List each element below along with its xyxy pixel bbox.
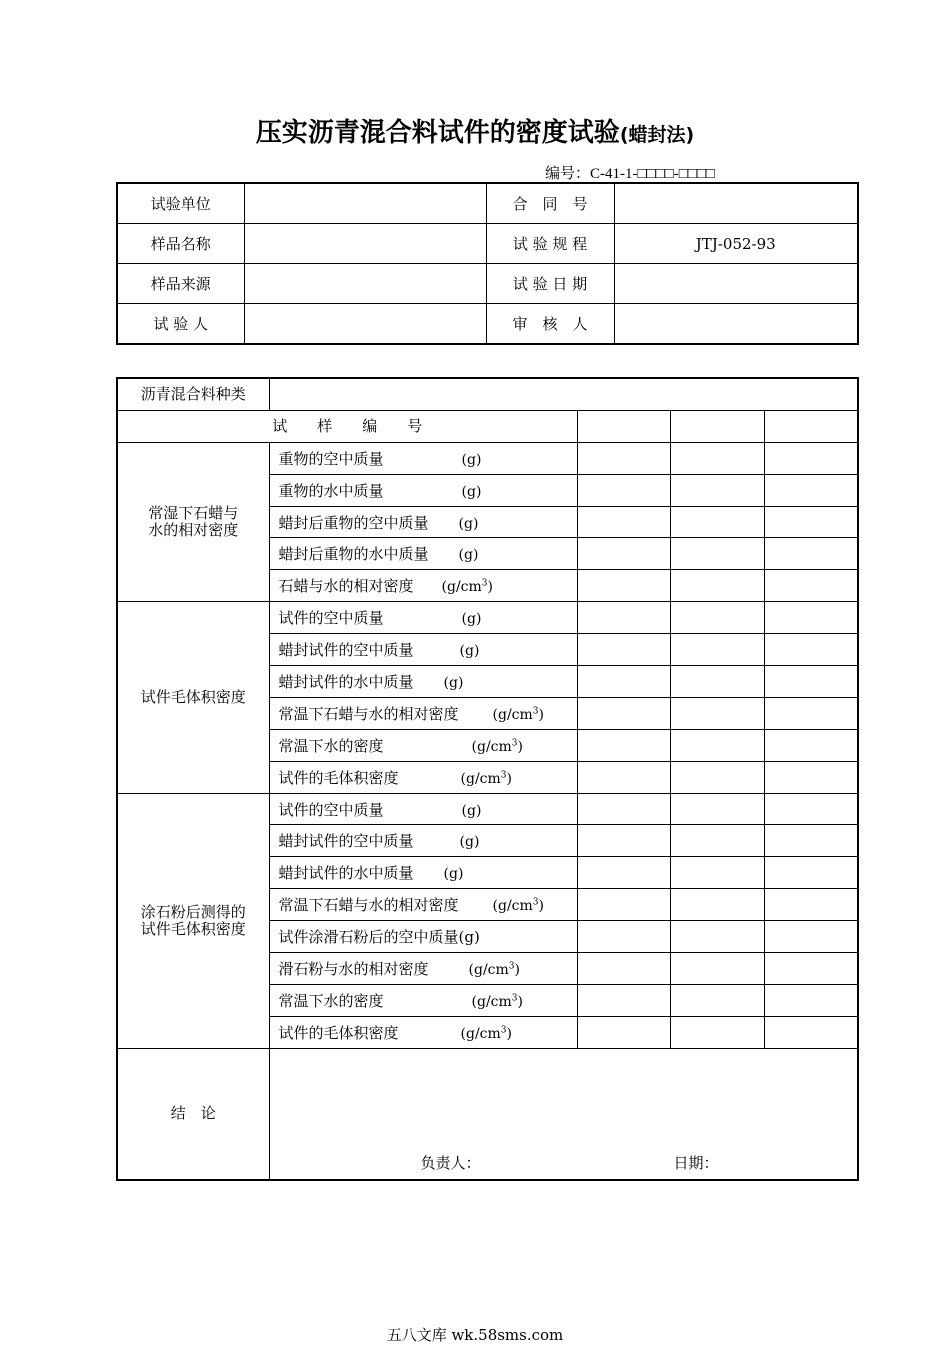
- row-text: 重物的空中质量: [278, 449, 384, 468]
- value-cell[interactable]: [764, 538, 858, 570]
- row-label: [269, 442, 577, 474]
- value-cell[interactable]: [577, 921, 670, 953]
- value-cell[interactable]: [764, 984, 858, 1016]
- value-cell[interactable]: [577, 538, 670, 570]
- value-cell[interactable]: [577, 889, 670, 921]
- sample-no-cell[interactable]: [577, 410, 670, 442]
- value-cell[interactable]: [577, 602, 670, 634]
- test-date-label: 试 验 日 期: [486, 264, 614, 304]
- group-label-line: 水的相对密度: [148, 521, 239, 539]
- unit-base: (g/cm: [468, 961, 509, 978]
- row-text: 蜡封后重物的水中质量: [278, 545, 429, 564]
- value-cell[interactable]: [764, 921, 858, 953]
- info-row: [117, 183, 858, 224]
- unit-close: ): [538, 898, 544, 915]
- value-cell[interactable]: [764, 506, 858, 538]
- group-label-talc-bulk-density: [117, 793, 269, 1048]
- value-cell[interactable]: [764, 889, 858, 921]
- value-cell[interactable]: [670, 761, 764, 793]
- unit-base: (g/cm: [471, 993, 512, 1010]
- sample-no-cell[interactable]: [670, 410, 764, 442]
- value-cell[interactable]: [670, 889, 764, 921]
- unit-close: ): [506, 770, 512, 787]
- value-cell[interactable]: [670, 984, 764, 1016]
- row-unit: [472, 739, 523, 755]
- value-cell[interactable]: [577, 442, 670, 474]
- info-table: [116, 182, 859, 345]
- info-row: [117, 304, 858, 345]
- value-cell[interactable]: [577, 793, 670, 825]
- unit-base: (g/cm: [460, 1025, 501, 1042]
- row-text: 试件的毛体积密度: [278, 768, 399, 787]
- group-label-line: 常湿下石蜡与: [148, 504, 239, 522]
- row-unit: [493, 707, 544, 723]
- unit-close: ): [517, 993, 523, 1010]
- row-unit: (g): [459, 643, 480, 660]
- unit-exponent: 3: [511, 738, 518, 749]
- value-cell[interactable]: [577, 761, 670, 793]
- row-unit: (g): [461, 802, 482, 819]
- value-cell[interactable]: [764, 857, 858, 889]
- unit-exponent: 3: [508, 961, 515, 972]
- row-unit: [461, 1026, 512, 1042]
- unit-exponent: 3: [511, 993, 518, 1004]
- value-cell[interactable]: [577, 570, 670, 602]
- footer-watermark: 五八文库 wk.58sms.com: [386, 1326, 564, 1344]
- reviewer-field[interactable]: [614, 304, 858, 345]
- sample-source-field[interactable]: [244, 264, 486, 304]
- page-title: [0, 112, 950, 149]
- value-cell[interactable]: [670, 1016, 764, 1048]
- value-cell[interactable]: [577, 474, 670, 506]
- tester-label: 试 验 人: [117, 304, 244, 345]
- value-cell[interactable]: [764, 729, 858, 761]
- row-label: [269, 538, 577, 570]
- unit-base: (g/cm: [471, 738, 512, 755]
- date-label: 日期：: [673, 1153, 719, 1172]
- row-label: [269, 825, 577, 857]
- row-label: [269, 729, 577, 761]
- row-text: 试件的空中质量: [278, 609, 384, 628]
- row-text: 蜡封试件的空中质量: [278, 641, 414, 660]
- row-label: [269, 984, 577, 1016]
- value-cell[interactable]: [764, 697, 858, 729]
- value-cell[interactable]: [577, 1016, 670, 1048]
- table-row: [117, 602, 858, 634]
- value-cell[interactable]: [577, 697, 670, 729]
- info-row: [117, 224, 858, 264]
- row-label: 试件涂滑石粉后的空中质量(g): [269, 921, 577, 953]
- value-cell[interactable]: [670, 697, 764, 729]
- value-cell[interactable]: [764, 570, 858, 602]
- value-cell[interactable]: [670, 793, 764, 825]
- unit-exponent: 3: [500, 769, 507, 780]
- row-label: [269, 889, 577, 921]
- row-text: 蜡封试件的水中质量: [278, 672, 414, 691]
- document-code: 编号：C-41-1-□□□□-□□□□: [545, 166, 715, 182]
- row-unit: [493, 898, 544, 914]
- title-main: 压实沥青混合料试件的密度试验: [255, 118, 620, 148]
- row-text: 石蜡与水的相对密度: [278, 577, 414, 596]
- value-cell[interactable]: [764, 1016, 858, 1048]
- row-label: [269, 857, 577, 889]
- row-text: 重物的水中质量: [278, 481, 384, 500]
- group-label-line: 涂石粉后测得的: [140, 902, 246, 921]
- row-label: [269, 1016, 577, 1048]
- value-cell[interactable]: [764, 602, 858, 634]
- value-cell[interactable]: [577, 634, 670, 666]
- unit-close: ): [506, 1025, 512, 1042]
- row-unit: [461, 771, 512, 787]
- value-cell[interactable]: [764, 761, 858, 793]
- unit-base: (g/cm: [492, 898, 533, 915]
- value-cell[interactable]: [670, 729, 764, 761]
- table-row: [117, 442, 858, 474]
- contract-no-field[interactable]: [614, 183, 858, 224]
- unit-exponent: 3: [532, 897, 539, 908]
- unit-close: ): [517, 738, 523, 755]
- value-cell[interactable]: [670, 953, 764, 985]
- value-cell[interactable]: [764, 474, 858, 506]
- unit-close: ): [487, 579, 493, 596]
- responsible-label: 负责人：: [420, 1153, 481, 1172]
- value-cell[interactable]: [670, 825, 764, 857]
- unit-exponent: 3: [500, 1025, 507, 1036]
- row-unit: (g): [461, 451, 482, 468]
- info-row: [117, 264, 858, 304]
- contract-no-label: 合 同 号: [486, 183, 614, 224]
- value-cell[interactable]: [764, 666, 858, 698]
- unit-close: ): [514, 961, 520, 978]
- row-text: 常温下水的密度: [278, 991, 384, 1010]
- sample-no-row: [117, 410, 858, 442]
- row-label: [269, 697, 577, 729]
- tester-field[interactable]: [244, 304, 486, 345]
- unit-exponent: 3: [532, 706, 539, 717]
- conclusion-row: [117, 1048, 858, 1180]
- group-label-line: 试件毛体积密度: [140, 919, 246, 938]
- row-text: 蜡封试件的水中质量: [278, 864, 414, 883]
- value-cell[interactable]: [577, 953, 670, 985]
- title-sub: (蜡封法): [619, 124, 695, 146]
- test-unit-field[interactable]: [244, 183, 486, 224]
- row-text: 试件的毛体积密度: [278, 1023, 399, 1042]
- value-cell[interactable]: [764, 953, 858, 985]
- value-cell[interactable]: [670, 666, 764, 698]
- row-label: [269, 474, 577, 506]
- group-label-paraffin-density: [117, 442, 269, 601]
- row-label: [269, 506, 577, 538]
- row-unit: (g): [459, 834, 480, 851]
- row-label: [269, 793, 577, 825]
- row-text: 试件的空中质量: [278, 800, 384, 819]
- value-cell[interactable]: [764, 442, 858, 474]
- value-cell[interactable]: [670, 538, 764, 570]
- unit-base: (g/cm: [492, 706, 533, 723]
- row-label: [269, 953, 577, 985]
- unit-base: (g/cm: [460, 770, 501, 787]
- test-table: [116, 377, 859, 1181]
- value-cell[interactable]: [577, 506, 670, 538]
- unit-base: (g/cm: [441, 579, 482, 596]
- row-unit: (g): [443, 674, 464, 691]
- row-label: [269, 666, 577, 698]
- test-unit-label: 试验单位: [117, 183, 244, 224]
- value-cell[interactable]: [670, 921, 764, 953]
- value-cell[interactable]: [577, 729, 670, 761]
- conclusion-label: 结 论: [117, 1048, 269, 1180]
- row-label: [269, 761, 577, 793]
- row-unit: (g): [458, 547, 479, 564]
- mix-type-row: [117, 378, 858, 410]
- value-cell[interactable]: [764, 793, 858, 825]
- conclusion-field[interactable]: [269, 1048, 858, 1180]
- row-text: 常温下石蜡与水的相对密度: [278, 704, 459, 723]
- value-cell[interactable]: [670, 474, 764, 506]
- value-cell[interactable]: [577, 984, 670, 1016]
- value-cell[interactable]: [577, 666, 670, 698]
- value-cell[interactable]: [670, 442, 764, 474]
- sample-name-label: 样品名称: [117, 224, 244, 264]
- value-cell[interactable]: [577, 857, 670, 889]
- table-row: [117, 793, 858, 825]
- row-label: [269, 634, 577, 666]
- value-cell[interactable]: [577, 825, 670, 857]
- row-text: 蜡封后重物的空中质量: [278, 513, 429, 532]
- test-date-field[interactable]: [614, 264, 858, 304]
- test-spec-label: 试 验 规 程: [486, 224, 614, 264]
- reviewer-label: 审 核 人: [486, 304, 614, 345]
- value-cell[interactable]: [670, 602, 764, 634]
- sample-no-label: 试 样 编 号: [117, 410, 577, 442]
- value-cell[interactable]: [670, 570, 764, 602]
- unit-exponent: 3: [481, 578, 488, 589]
- row-text: 滑石粉与水的相对密度: [278, 959, 429, 978]
- row-unit: (g): [443, 866, 464, 883]
- mix-type-field[interactable]: [269, 378, 858, 410]
- row-unit: [469, 962, 520, 978]
- value-cell[interactable]: [764, 634, 858, 666]
- mix-type-label: 沥青混合料种类: [117, 378, 269, 410]
- row-text: 常温下石蜡与水的相对密度: [278, 896, 459, 915]
- row-unit: [472, 994, 523, 1010]
- sample-no-cell[interactable]: [764, 410, 858, 442]
- row-label: [269, 602, 577, 634]
- row-unit: [442, 579, 493, 595]
- group-label-bulk-density: 试件毛体积密度: [117, 602, 269, 793]
- row-label: [269, 570, 577, 602]
- sample-name-field[interactable]: [244, 224, 486, 264]
- unit-close: ): [538, 706, 544, 723]
- value-cell[interactable]: [764, 825, 858, 857]
- test-spec-field[interactable]: JTJ-052-93: [614, 224, 858, 264]
- value-cell[interactable]: [670, 857, 764, 889]
- row-unit: (g): [458, 515, 479, 532]
- row-text: 常温下水的密度: [278, 736, 384, 755]
- row-unit: (g): [461, 611, 482, 628]
- row-text: 蜡封试件的空中质量: [278, 832, 414, 851]
- value-cell[interactable]: [670, 634, 764, 666]
- row-unit: (g): [461, 483, 482, 500]
- sample-source-label: 样品来源: [117, 264, 244, 304]
- value-cell[interactable]: [670, 506, 764, 538]
